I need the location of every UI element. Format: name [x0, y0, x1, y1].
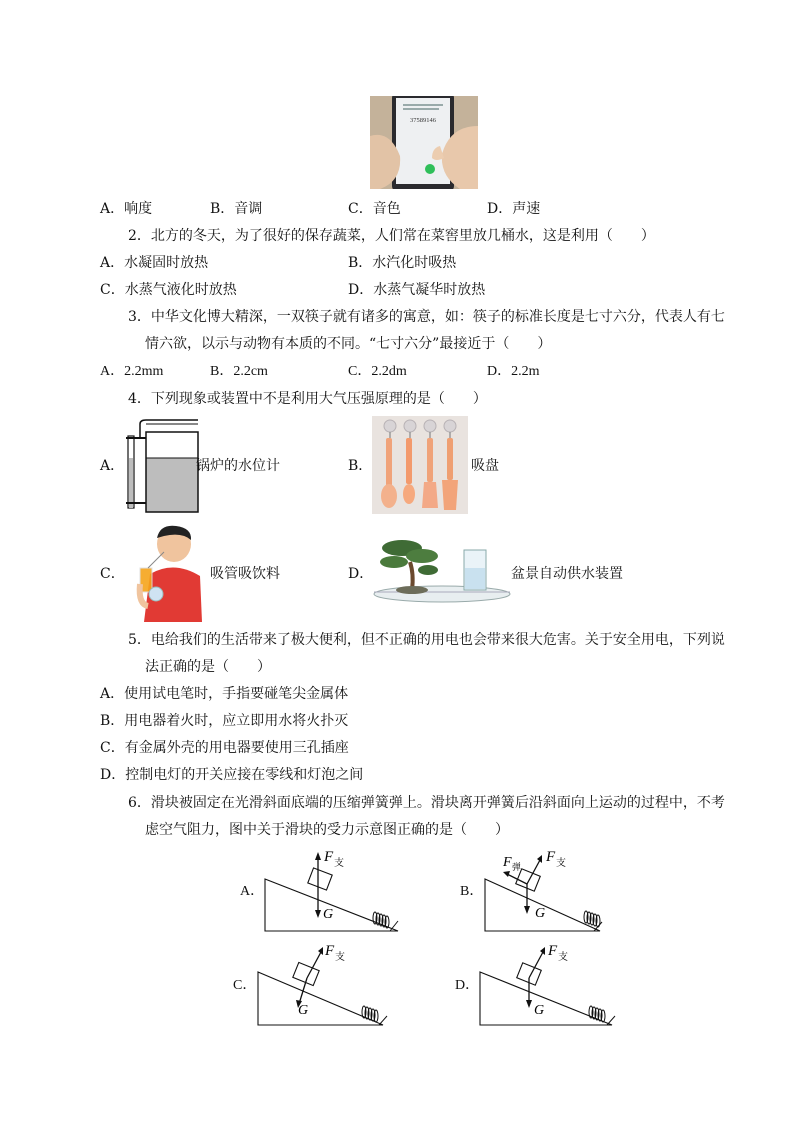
- q6-option-c-letter: C．: [233, 978, 257, 993]
- q4-option-c-caption: 吸管吸饮料: [210, 566, 280, 582]
- q2-stem: 2．北方的冬天，为了很好的保存蔬菜，人们常在菜窖里放几桶水，这是利用（ ）: [128, 228, 655, 244]
- q1-option-b: B．音调: [210, 201, 263, 217]
- q1-option-d: D．声速: [487, 201, 541, 217]
- q6-c-support-sub: 支: [335, 952, 345, 963]
- q1-option-a: A．响度: [100, 201, 153, 217]
- q5-stem-line2: 法正确的是（ ）: [145, 659, 271, 675]
- q5-stem-line1: 5．电给我们的生活带来了极大便利，但不正确的用电也会带来很大危害。关于安全用电，下列说: [128, 632, 725, 648]
- q6-a-G-label: G: [323, 907, 334, 922]
- q6-b-F-spring-label: F: [503, 855, 512, 870]
- q6-d-support-sub: 支: [558, 952, 568, 963]
- bonsai-auto-water-image: [372, 534, 512, 610]
- q3-option-b: B．2.2cm: [210, 364, 268, 379]
- q4-option-c-letter: C．: [100, 566, 125, 582]
- q6-stem-line2: 虑空气阻力，图中关于滑块的受力示意图正确的是（ ）: [145, 822, 509, 838]
- q6-b-support-sub: 支: [556, 858, 566, 869]
- q6-diagram-d: [477, 940, 617, 1030]
- boiler-water-gauge-image: [120, 418, 200, 514]
- q6-diagram-b: [482, 846, 622, 936]
- boy-drinking-straw-image: [134, 524, 204, 622]
- q1-option-c: C．音色: [348, 201, 401, 217]
- q3-option-c: C．2.2dm: [348, 364, 407, 379]
- q6-option-b-letter: B．: [460, 884, 484, 899]
- q4-option-d-caption: 盆景自动供水装置: [511, 566, 623, 582]
- q1-phone-image: [370, 96, 478, 189]
- q6-c-F-label: F: [325, 943, 335, 959]
- suction-cup-hooks-image: [372, 416, 468, 514]
- q5-option-c: C．有金属外壳的用电器要使用三孔插座: [100, 740, 349, 756]
- q4-option-a-caption: 锅炉的水位计: [196, 458, 280, 474]
- q3-option-a: A．2.2mm: [100, 364, 164, 379]
- q6-option-d-letter: D．: [455, 978, 480, 993]
- q2-option-d: D．水蒸气凝华时放热: [348, 282, 486, 298]
- q5-option-d: D．控制电灯的开关应接在零线和灯泡之间: [100, 767, 364, 783]
- q3-stem-line1: 3．中华文化博大精深，一双筷子就有诸多的寓意，如：筷子的标准长度是七寸六分，代表人有七: [128, 309, 725, 325]
- q6-stem-line1: 6．滑块被固定在光滑斜面底端的压缩弹簧弹上。滑块离开弹簧后沿斜面向上运动的过程中，不考: [128, 795, 725, 811]
- q6-c-G-label: G: [298, 1003, 309, 1018]
- q2-option-c: C．水蒸气液化时放热: [100, 282, 237, 298]
- q6-b-F-support-label: F: [546, 849, 556, 865]
- q6-a-F-label: F: [324, 849, 334, 865]
- q6-d-G-label: G: [534, 1003, 545, 1018]
- q3-option-d: D．2.2m: [487, 364, 540, 379]
- q4-option-b-letter: B．: [348, 458, 373, 474]
- q6-a-support-sub: 支: [334, 858, 344, 869]
- q6-diagram-a: [262, 846, 402, 936]
- phone-number-text: 37589146: [410, 117, 436, 124]
- q4-stem: 4．下列现象或装置中不是利用大气压强原理的是（ ）: [128, 391, 487, 407]
- q4-option-d-letter: D．: [348, 566, 374, 582]
- q5-option-b: B．用电器着火时，应立即用水将火扑灭: [100, 713, 349, 729]
- q4-option-a-letter: A．: [100, 458, 125, 474]
- q6-d-F-label: F: [548, 943, 558, 959]
- q6-diagram-c: [255, 940, 395, 1030]
- q3-stem-line2: 情六欲，以示与动物有本质的不同。“七寸六分”最接近于（ ）: [145, 336, 552, 352]
- q2-option-b: B．水汽化时吸热: [348, 255, 457, 271]
- q6-b-spring-sub: 弹: [512, 862, 522, 872]
- q4-option-b-caption: 吸盘: [471, 458, 499, 474]
- q6-option-a-letter: A．: [240, 884, 265, 899]
- q6-b-G-label: G: [535, 906, 546, 921]
- q5-option-a: A．使用试电笔时，手指要碰笔尖金属体: [100, 686, 349, 702]
- q2-option-a: A．水凝固时放热: [100, 255, 209, 271]
